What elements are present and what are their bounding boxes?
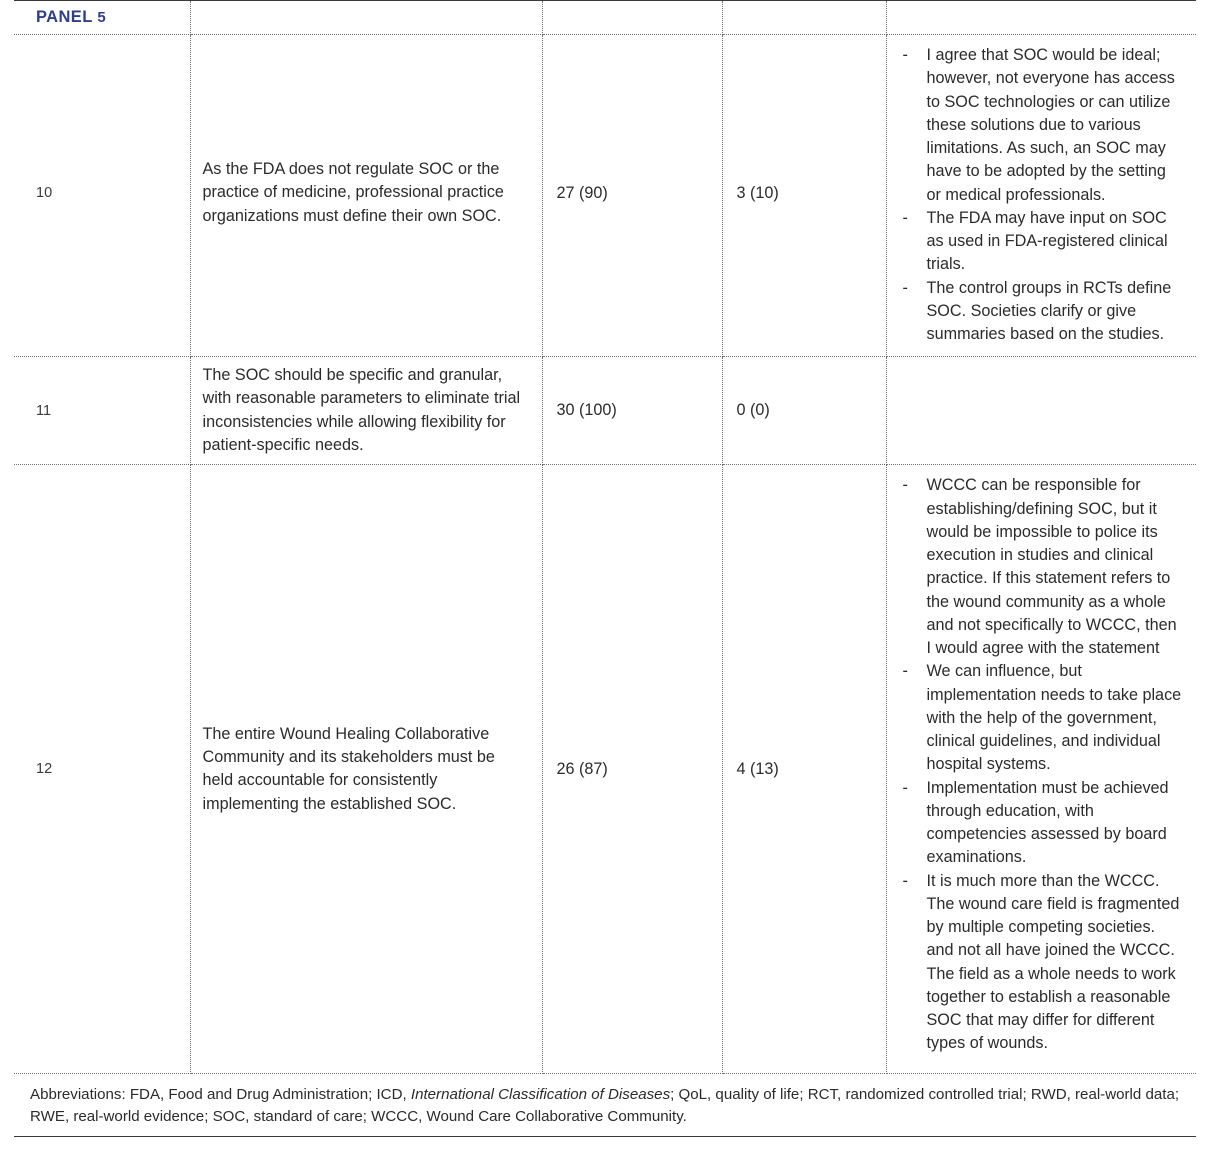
comment-text: The control groups in RCTs define SOC. Societies clarify or give summaries based on the studies. [926, 278, 1172, 343]
row-disagree-value: 0 (0) [736, 401, 770, 420]
footnote-row [14, 1074, 1196, 1137]
comment-text: Implementation must be achieved through education, with competencies assessed by board examinations. [926, 778, 1169, 867]
row-statement-cell [190, 465, 542, 1074]
row-agree-value: 26 (87) [556, 759, 608, 778]
panel-header-spacer-disagree [722, 1, 886, 35]
panel-label-number: 5 [97, 9, 107, 26]
list-item [893, 207, 1185, 277]
row-statement-cell [190, 35, 542, 357]
row-agree-cell [542, 465, 722, 1074]
row-disagree-cell [722, 35, 886, 357]
row-disagree-value: 3 (10) [736, 183, 779, 202]
row-agree-value: 27 (90) [556, 183, 608, 202]
comments-list [893, 474, 1185, 1055]
bullet-dash-icon: - [902, 278, 908, 297]
panel-header-cell [14, 1, 190, 35]
bullet-dash-icon: - [902, 662, 908, 681]
comment-text: It is much more than the WCCC. The wound care field is fragmented by multiple competing societies. and not all have joined the WCCC. The field as a whole needs to work together to establish a reasonable SOC that may differ for different types of wounds. [926, 871, 1180, 1053]
comment-text: I agree that SOC would be ideal; however, not everyone has access to SOC technologies or can utilize these solutions due to various limitations. As such, an SOC may have to be adopted by the setting or medical professionals. [926, 46, 1175, 204]
list-item [893, 870, 1185, 1056]
row-number: 11 [36, 402, 52, 419]
row-comments-cell [886, 35, 1196, 357]
row-number-cell [14, 35, 190, 357]
comment-text: WCCC can be responsible for establishing/defining SOC, but it would be impossible to police its execution in studies and clinical practice. If this statement refers to the wound community as a whole and not specifically to WCCC, then I would agree with the statement [926, 476, 1177, 657]
panel-header-row [14, 1, 1196, 35]
row-disagree-cell [722, 465, 886, 1074]
bullet-dash-icon: - [902, 871, 908, 890]
bullet-dash-icon: - [902, 476, 908, 495]
row-agree-cell [542, 357, 722, 465]
footnote-tail-text: ; QoL, quality of life; RCT, randomized controlled trial; RWD, real-world data; RWE, real-world evidence; SOC, standard of care; WCCC, Wound Care Collaborative Community. [30, 1086, 1180, 1125]
table-row [14, 35, 1196, 357]
bullet-dash-icon: - [902, 778, 908, 797]
row-statement: The entire Wound Healing Collaborative Community and its stakeholders must be held accountable for consistently implementing the established SOC. [202, 724, 495, 813]
row-number-cell [14, 465, 190, 1074]
comment-text: We can influence, but implementation needs to take place with the help of the government, clinical guidelines, and individual hospital systems. [926, 662, 1182, 774]
panel-title [36, 8, 106, 26]
footnote-italic-title: International Classification of Diseases [410, 1086, 671, 1104]
bullet-dash-icon: - [902, 46, 908, 64]
list-item [893, 777, 1185, 870]
row-statement-cell [190, 357, 542, 465]
row-comments-cell [886, 357, 1196, 465]
bullet-dash-icon: - [902, 208, 908, 227]
row-statement: As the FDA does not regulate SOC or the practice of medicine, professional practice organizations must define their own SOC. [202, 160, 504, 225]
row-number-cell [14, 357, 190, 465]
panel-header-spacer-agree [542, 1, 722, 35]
abbreviations-footnote [14, 1074, 1196, 1137]
panel-label-prefix: PANEL [36, 8, 93, 26]
comment-text: The FDA may have input on SOC as used in FDA-registered clinical trials. [926, 208, 1168, 274]
row-number: 12 [36, 761, 53, 778]
row-disagree-cell [722, 357, 886, 465]
panel-header-spacer-comments [886, 1, 1196, 35]
panel-results-table [14, 0, 1196, 1137]
row-agree-cell [542, 35, 722, 357]
row-disagree-value: 4 (13) [736, 759, 779, 778]
panel-header-spacer-statement [190, 1, 542, 35]
footnote-lead-text: Abbreviations: FDA, Food and Drug Administration; ICD, [30, 1086, 411, 1104]
table-row [14, 357, 1196, 465]
list-item [893, 44, 1185, 207]
comments-list [893, 44, 1185, 346]
row-statement: The SOC should be specific and granular, with reasonable parameters to eliminate trial inconsistencies while allowing flexibility for patient-specific needs. [202, 366, 521, 455]
list-item [893, 474, 1185, 660]
list-item [893, 660, 1185, 776]
table-row [14, 465, 1196, 1074]
row-comments-cell [886, 465, 1196, 1074]
row-agree-value: 30 (100) [556, 401, 617, 420]
row-number: 10 [36, 185, 53, 201]
list-item [893, 277, 1185, 347]
